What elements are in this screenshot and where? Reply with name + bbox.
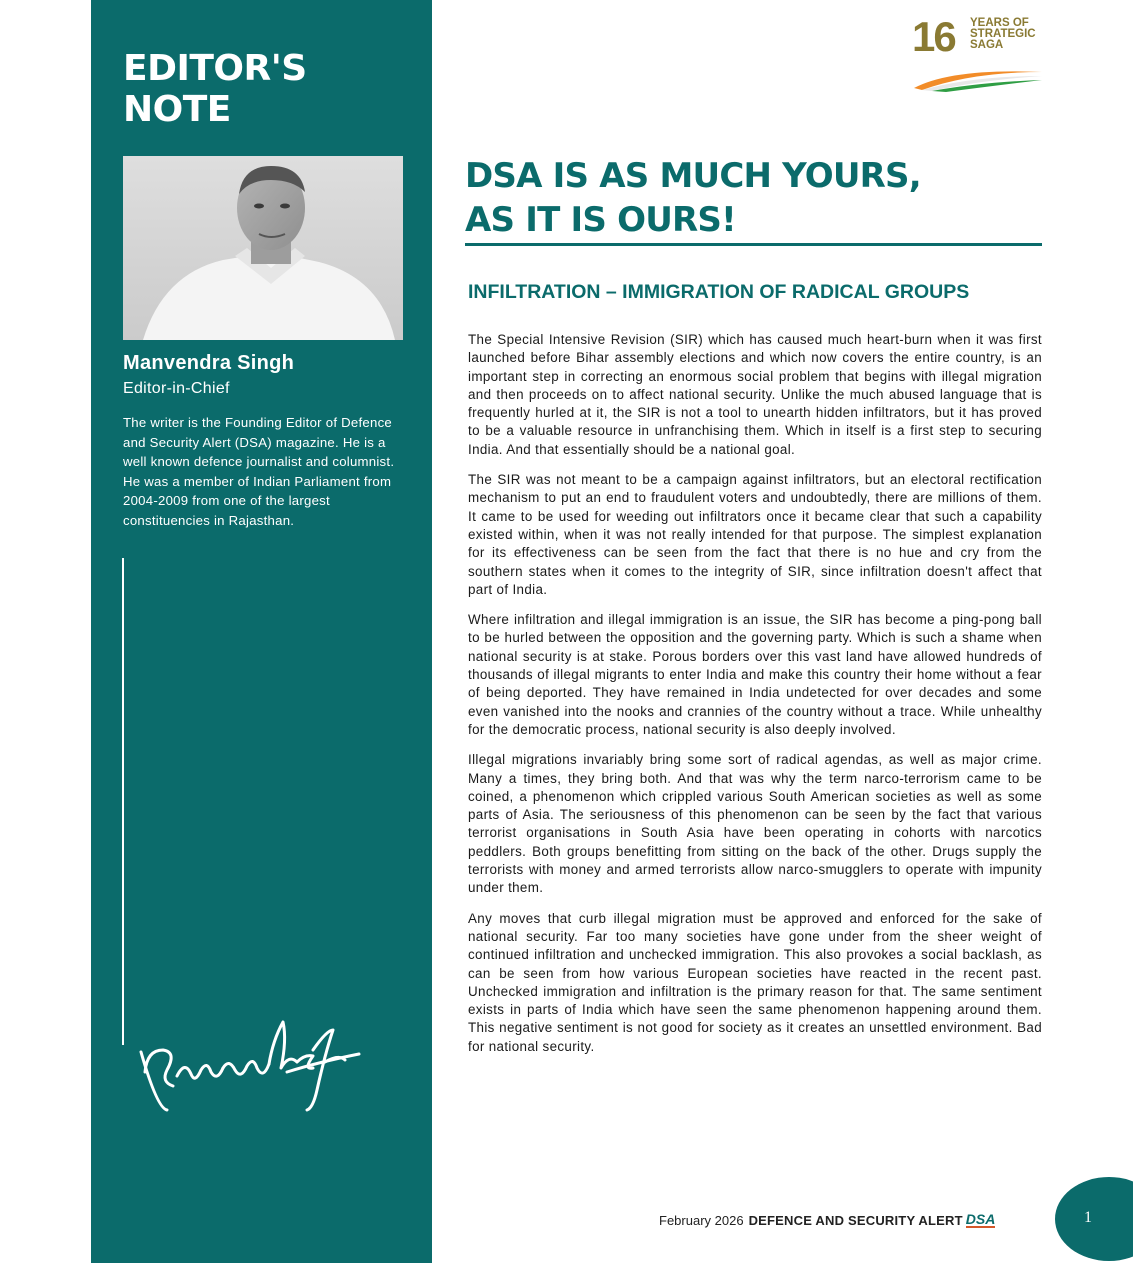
logo-years-number: 16	[912, 13, 955, 60]
editors-note-sidebar	[91, 0, 432, 1263]
logo-tagline	[970, 18, 1036, 51]
editor-role: Editor-in-Chief	[123, 380, 230, 397]
dsa-logo-icon: DSA	[965, 1211, 996, 1227]
editor-bio: The writer is the Founding Editor of Defence and Security Alert (DSA) magazine. He is a well known defence journalist and columnist. He was a member of Indian Parliament from 2004-2009 from one of the largest constituencies in Rajasthan.	[123, 415, 395, 528]
section-label-line2: NOTE	[123, 89, 231, 130]
logo-tagline-line2: STRATEGIC	[970, 28, 1036, 40]
anniversary-logo	[912, 14, 1047, 92]
article-paragraph: Illegal migrations invariably bring some sort of radical agendas, as well as major crime. Many a times, they bring both. And that was why the term narco-terrorism came to be coined, a phenomenon which crippled various South American societies as well as some parts of Asia. The seriousness of this phenomenon can be seen by the fact that various terrorist organisations in South Asia have been operating in cohorts with narcotics peddlers. Both groups benefitting from sitting on the back of the other. Drugs supply the terrorists with money and armed terrorists allow narco-smugglers to operate with impunity under them.	[468, 752, 1042, 896]
editor-signature	[137, 1010, 367, 1125]
page-number-badge	[1055, 1177, 1133, 1261]
section-label	[123, 48, 307, 130]
article-subheading: INFILTRATION – IMMIGRATION OF RADICAL GROUPS	[468, 281, 970, 303]
article-paragraph: The SIR was not meant to be a campaign against infiltrators, but an electoral rectification mechanism to put an end to fraudulent voters and undoubtedly, there are millions of them. It came to be used for weeding out infiltrators once it became clear that such a capability existed within, when it was not really intended for that purpose. The simplest explanation for its effectiveness can be seen from the fact that there is no hue and cry from the southern states when it comes to the integrity of SIR, since infiltration doesn't affect that part of India.	[468, 472, 1042, 597]
page-footer	[659, 1212, 995, 1228]
article-paragraph: Any moves that curb illegal migration must be approved and enforced for the sake of national security. Far too many societies have gone under from the sheer weight of continued infiltration and unchecked immigration. This also provokes a social backlash, as can be seen from how various European societies have reacted in the recent past. Unchecked immigration and infiltration is the primary reason for that. The same sentiment exists in parts of India which have seen the same phenomenon happening around them. This negative sentiment is not good for society as it creates an unsettled environment. Bad for national security.	[468, 910, 1042, 1054]
headline-line2: AS IT IS OURS!	[465, 200, 736, 240]
logo-tagline-line3: SAGA	[970, 39, 1004, 51]
footer-issue-date: February 2026	[659, 1212, 744, 1228]
headline-line1: DSA IS AS MUCH YOURS,	[465, 156, 921, 196]
article-headline	[465, 154, 1045, 242]
footer-magazine-name: DEFENCE AND SECURITY ALERT	[748, 1212, 963, 1228]
sidebar-divider-line	[122, 558, 124, 1045]
article-body	[468, 331, 1042, 1068]
headline-rule	[465, 243, 1042, 246]
editor-photo	[123, 156, 403, 340]
page-number: 1	[1084, 1209, 1092, 1226]
editor-name: Manvendra Singh	[123, 352, 295, 374]
logo-tagline-line1: YEARS OF	[970, 17, 1029, 29]
tricolour-swoosh-icon	[912, 58, 1044, 92]
article-paragraph: Where infiltration and illegal immigration is an issue, the SIR has become a ping-pong ball to be hurled between the opposition and the governing party. Which is such a shame when national security is at stake. Porous borders over this vast land have allowed hundreds of thousands of illegal migrants to enter India and make this country their home without a fear of being deported. They have remained in India undetected for over decades and some even vanished into the nooks and crannies of the country without a trace. While unhealthy for the democratic process, national security is also deeply involved.	[468, 612, 1042, 737]
article-paragraph: The Special Intensive Revision (SIR) which has caused much heart-burn when it was first launched before Bihar assembly elections and which now covers the entire country, is an important step in correcting an enormous social problem that begins with illegal migration and then proceeds on to affect national security. Unlike the much abused language that is frequently hurled at it, the SIR is not a tool to unearth hidden infiltrators, but it has proved to be a valuable resource in unfranchising them. Which in itself is a first step to securing India. And that essentially should be a national goal.	[468, 332, 1042, 457]
section-label-line1: EDITOR'S	[123, 48, 307, 89]
